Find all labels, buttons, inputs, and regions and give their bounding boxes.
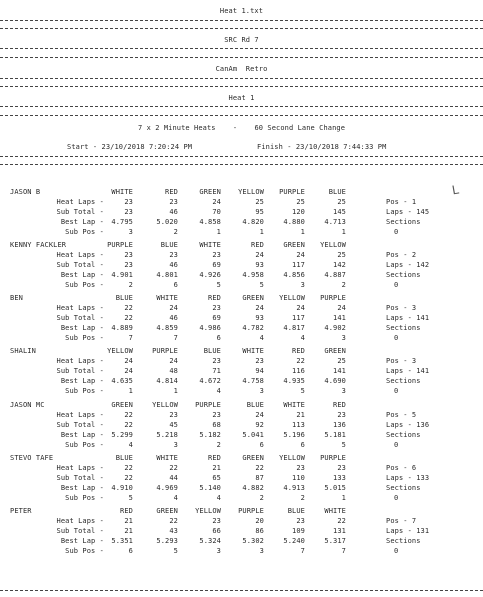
cell-value: 5.302 — [242, 537, 264, 545]
cell-value: 4.935 — [283, 377, 305, 385]
divider — [0, 106, 483, 107]
cell-value: 23 — [124, 208, 133, 216]
cell-value: 5.240 — [283, 537, 305, 545]
cell-value: 23 — [124, 198, 133, 206]
lane-color: BLUE — [328, 188, 346, 196]
driver-name: PETER — [10, 507, 32, 515]
cell-value: 5 — [128, 494, 133, 502]
cell-value: 22 — [169, 517, 178, 525]
cell-value: 5.317 — [324, 537, 346, 545]
lane-color: WHITE — [283, 401, 305, 409]
lane-color: YELLOW — [279, 454, 305, 462]
cell-value: 5 — [259, 281, 264, 289]
lane-color: PURPLE — [238, 507, 264, 515]
cell-value: 22 — [124, 474, 133, 482]
cell-value: 136 — [333, 421, 346, 429]
driver-name: SHALIN — [10, 347, 36, 355]
cell-value: 5.324 — [199, 537, 221, 545]
cell-value: 5.041 — [242, 431, 264, 439]
cell-value: 5.015 — [324, 484, 346, 492]
cell-value: 44 — [169, 474, 178, 482]
cell-value: 141 — [333, 367, 346, 375]
cell-value: 117 — [292, 261, 305, 269]
lane-color: GREEN — [242, 294, 264, 302]
lane-color: WHITE — [156, 454, 178, 462]
lane-color: GREEN — [111, 401, 133, 409]
row-label: Sub Total - — [56, 367, 104, 375]
sections-label: Sections — [386, 324, 421, 332]
cell-value: 69 — [212, 314, 221, 322]
cell-value: 4.958 — [242, 271, 264, 279]
row-label: Sub Total - — [56, 527, 104, 535]
lane-color: BLUE — [115, 454, 133, 462]
cell-value: 5.140 — [199, 484, 221, 492]
divider — [0, 86, 483, 87]
laps-result: Laps - 131 — [386, 527, 430, 535]
cell-value: 22 — [124, 411, 133, 419]
lane-color: RED — [208, 454, 221, 462]
cell-value: 6 — [216, 334, 221, 342]
cell-value: 43 — [169, 527, 178, 535]
cell-value: 3 — [259, 387, 264, 395]
lane-color: BLUE — [203, 347, 221, 355]
row-label: Sub Total - — [56, 474, 104, 482]
laps-result: Laps - 136 — [386, 421, 430, 429]
position-result: Pos - 1 — [386, 198, 417, 206]
row-label: Sub Total - — [56, 314, 104, 322]
cell-value: 1 — [300, 228, 305, 236]
row-label: Best Lap - — [60, 271, 104, 279]
cell-value: 93 — [255, 261, 264, 269]
lane-color: YELLOW — [152, 401, 178, 409]
row-label: Sub Total - — [56, 208, 104, 216]
cell-value: 24 — [296, 251, 305, 259]
row-label: Heat Laps - — [56, 411, 104, 419]
lane-color: YELLOW — [195, 507, 221, 515]
driver-name: JASON MC — [10, 401, 45, 409]
sections-value: 0 — [394, 547, 399, 555]
cell-value: 25 — [337, 251, 346, 259]
cell-value: 21 — [124, 527, 133, 535]
row-label: Sub Pos - — [65, 387, 104, 395]
row-label: Heat Laps - — [56, 517, 104, 525]
cell-value: 25 — [255, 198, 264, 206]
cell-value: 23 — [296, 464, 305, 472]
driver-name: KENNY FACKLER — [10, 241, 67, 249]
cell-value: 3 — [173, 441, 178, 449]
cell-value: 7 — [128, 334, 133, 342]
row-label: Best Lap - — [60, 218, 104, 226]
cell-value: 48 — [169, 367, 178, 375]
cell-value: 5 — [341, 441, 346, 449]
lane-color: PURPLE — [320, 454, 346, 462]
cell-value: 22 — [169, 464, 178, 472]
row-label: Sub Total - — [56, 261, 104, 269]
cell-value: 4.713 — [324, 218, 346, 226]
cell-value: 2 — [259, 494, 264, 502]
start-time: Start - 23/10/2018 7:20:24 PM — [67, 143, 193, 151]
file-title: Heat 1.txt — [219, 7, 264, 15]
cell-value: 4.902 — [324, 324, 346, 332]
divider — [0, 590, 483, 591]
cell-value: 1 — [128, 387, 133, 395]
row-label: Sub Pos - — [65, 281, 104, 289]
cell-value: 4 — [128, 441, 133, 449]
row-label: Best Lap - — [60, 484, 104, 492]
cell-value: 22 — [124, 314, 133, 322]
driver-name: JASON B — [10, 188, 41, 196]
row-label: Sub Pos - — [65, 228, 104, 236]
cell-value: 23 — [212, 251, 221, 259]
cell-value: 5.299 — [111, 431, 133, 439]
cell-value: 23 — [212, 411, 221, 419]
cell-value: 20 — [255, 517, 264, 525]
cell-value: 86 — [255, 527, 264, 535]
lane-color: WHITE — [199, 241, 221, 249]
cell-value: 116 — [292, 367, 305, 375]
cell-value: 4.635 — [111, 377, 133, 385]
lane-color: YELLOW — [320, 241, 346, 249]
cell-value: 5 — [216, 281, 221, 289]
cell-value: 5.196 — [283, 431, 305, 439]
cell-value: 24 — [255, 304, 264, 312]
cell-value: 4.926 — [199, 271, 221, 279]
position-result: Pos - 7 — [386, 517, 417, 525]
cell-value: 23 — [169, 411, 178, 419]
cell-value: 70 — [212, 208, 221, 216]
row-label: Best Lap - — [60, 324, 104, 332]
divider — [0, 78, 483, 79]
cell-value: 4.887 — [324, 271, 346, 279]
cell-value: 94 — [255, 367, 264, 375]
cell-value: 23 — [337, 464, 346, 472]
lane-color: GREEN — [156, 507, 178, 515]
cell-value: 24 — [255, 411, 264, 419]
cell-value: 4.820 — [242, 218, 264, 226]
cell-value: 23 — [124, 261, 133, 269]
cell-value: 4.690 — [324, 377, 346, 385]
cell-value: 95 — [255, 208, 264, 216]
divider — [0, 164, 483, 165]
lane-color: PURPLE — [152, 347, 178, 355]
cell-value: 3 — [341, 334, 346, 342]
cell-value: 21 — [124, 517, 133, 525]
cell-value: 23 — [212, 517, 221, 525]
sections-label: Sections — [386, 218, 421, 226]
cell-value: 6 — [259, 441, 264, 449]
cell-value: 24 — [169, 357, 178, 365]
position-result: Pos - 6 — [386, 464, 417, 472]
lane-color: GREEN — [199, 188, 221, 196]
cell-value: 5 — [173, 547, 178, 555]
row-label: Heat Laps - — [56, 251, 104, 259]
cell-value: 4.901 — [111, 271, 133, 279]
lane-color: YELLOW — [279, 294, 305, 302]
cell-value: 46 — [169, 208, 178, 216]
cell-value: 23 — [169, 251, 178, 259]
row-label: Best Lap - — [60, 537, 104, 545]
cell-value: 5.218 — [156, 431, 178, 439]
cell-value: 23 — [169, 198, 178, 206]
sections-label: Sections — [386, 377, 421, 385]
cell-value: 2 — [216, 441, 221, 449]
sections-value: 0 — [394, 387, 399, 395]
laps-result: Laps - 133 — [386, 474, 430, 482]
cell-value: 4 — [216, 494, 221, 502]
cell-value: 4 — [216, 387, 221, 395]
cell-value: 4.880 — [283, 218, 305, 226]
lane-color: YELLOW — [238, 188, 264, 196]
divider — [0, 115, 483, 116]
cell-value: 1 — [259, 228, 264, 236]
cell-value: 92 — [255, 421, 264, 429]
cell-value: 87 — [255, 474, 264, 482]
lane-color: RED — [333, 401, 346, 409]
cell-value: 23 — [296, 517, 305, 525]
lane-color: BLUE — [160, 241, 178, 249]
cell-value: 22 — [124, 304, 133, 312]
laps-result: Laps - 142 — [386, 261, 430, 269]
lane-color: WHITE — [324, 507, 346, 515]
row-label: Sub Pos - — [65, 441, 104, 449]
venue-title: SRC Rd 7 — [224, 36, 259, 44]
lane-color: RED — [208, 294, 221, 302]
cell-value: 24 — [255, 251, 264, 259]
divider — [0, 156, 483, 157]
cell-value: 4.986 — [199, 324, 221, 332]
cell-value: 3 — [341, 387, 346, 395]
lane-color: BLUE — [115, 294, 133, 302]
cell-value: 24 — [337, 304, 346, 312]
cell-value: 133 — [333, 474, 346, 482]
cell-value: 24 — [296, 304, 305, 312]
sections-value: 0 — [394, 228, 399, 236]
cell-value: 69 — [212, 261, 221, 269]
lane-color: BLUE — [246, 401, 264, 409]
driver-name: BEN — [10, 294, 23, 302]
cell-value: 25 — [296, 198, 305, 206]
cell-value: 22 — [255, 464, 264, 472]
cell-value: 4.817 — [283, 324, 305, 332]
cell-value: 25 — [337, 198, 346, 206]
lane-color: GREEN — [324, 347, 346, 355]
lane-color: RED — [251, 241, 264, 249]
cell-value: 4.782 — [242, 324, 264, 332]
lane-color: PURPLE — [107, 241, 133, 249]
row-label: Sub Total - — [56, 421, 104, 429]
cell-value: 22 — [337, 517, 346, 525]
divider — [0, 57, 483, 58]
row-label: Sub Pos - — [65, 494, 104, 502]
lane-color: WHITE — [156, 294, 178, 302]
cell-value: 4.913 — [283, 484, 305, 492]
lane-color: RED — [120, 507, 133, 515]
sections-label: Sections — [386, 271, 421, 279]
lane-color: PURPLE — [320, 294, 346, 302]
lane-color: YELLOW — [107, 347, 133, 355]
cell-value: 23 — [255, 357, 264, 365]
cell-value: 4.889 — [111, 324, 133, 332]
cell-value: 21 — [212, 464, 221, 472]
divider — [0, 20, 483, 21]
cell-value: 6 — [300, 441, 305, 449]
cell-value: 25 — [337, 357, 346, 365]
cell-value: 5.182 — [199, 431, 221, 439]
cell-value: 4 — [259, 334, 264, 342]
row-label: Best Lap - — [60, 377, 104, 385]
laps-result: Laps - 141 — [386, 314, 430, 322]
cell-value: 22 — [296, 357, 305, 365]
lane-color: RED — [165, 188, 178, 196]
sections-value: 0 — [394, 494, 399, 502]
cell-value: 7 — [300, 547, 305, 555]
row-label: Heat Laps - — [56, 198, 104, 206]
cell-value: 23 — [212, 304, 221, 312]
cell-value: 68 — [212, 421, 221, 429]
cell-value: 24 — [124, 357, 133, 365]
format-line: 7 x 2 Minute Heats - 60 Second Lane Change — [137, 124, 346, 132]
finish-time: Finish - 23/10/2018 7:44:33 PM — [257, 143, 387, 151]
cell-value: 1 — [173, 387, 178, 395]
lane-color: BLUE — [287, 507, 305, 515]
cell-value: 1 — [216, 228, 221, 236]
cell-value: 109 — [292, 527, 305, 535]
cell-value: 93 — [255, 314, 264, 322]
cell-value: 2 — [128, 281, 133, 289]
row-label: Best Lap - — [60, 431, 104, 439]
cell-value: 24 — [169, 304, 178, 312]
cell-value: 66 — [212, 527, 221, 535]
cell-value: 46 — [169, 314, 178, 322]
cell-value: 4.795 — [111, 218, 133, 226]
cell-value: 7 — [341, 547, 346, 555]
cell-value: 5.293 — [156, 537, 178, 545]
sections-label: Sections — [386, 537, 421, 545]
lane-color: GREEN — [283, 241, 305, 249]
cell-value: 5 — [300, 387, 305, 395]
cell-value: 4 — [173, 494, 178, 502]
cell-value: 4.758 — [242, 377, 264, 385]
heat-title: Heat 1 — [228, 94, 255, 102]
cell-value: 5.181 — [324, 431, 346, 439]
cell-value: 4.858 — [199, 218, 221, 226]
cell-value: 5.020 — [156, 218, 178, 226]
row-label: Heat Laps - — [56, 357, 104, 365]
cell-value: 4.672 — [199, 377, 221, 385]
sections-value: 0 — [394, 334, 399, 342]
cell-value: 65 — [212, 474, 221, 482]
cell-value: 2 — [341, 281, 346, 289]
sections-label: Sections — [386, 484, 421, 492]
lane-color: WHITE — [242, 347, 264, 355]
cell-value: 1 — [341, 228, 346, 236]
position-result: Pos - 3 — [386, 304, 417, 312]
lane-color: WHITE — [111, 188, 133, 196]
cell-value: 113 — [292, 421, 305, 429]
cell-value: 117 — [292, 314, 305, 322]
cell-value: 24 — [212, 198, 221, 206]
handwritten-mark: L — [450, 182, 460, 198]
cell-value: 23 — [124, 251, 133, 259]
divider — [0, 48, 483, 49]
cell-value: 7 — [173, 334, 178, 342]
cell-value: 4.856 — [283, 271, 305, 279]
class-title: CanAm Retro — [215, 65, 268, 73]
cell-value: 4.859 — [156, 324, 178, 332]
cell-value: 141 — [333, 314, 346, 322]
cell-value: 6 — [128, 547, 133, 555]
lane-color: RED — [292, 347, 305, 355]
sections-value: 0 — [394, 281, 399, 289]
cell-value: 3 — [128, 228, 133, 236]
cell-value: 22 — [124, 464, 133, 472]
lane-color: PURPLE — [195, 401, 221, 409]
cell-value: 21 — [296, 411, 305, 419]
cell-value: 6 — [173, 281, 178, 289]
laps-result: Laps - 141 — [386, 367, 430, 375]
lane-color: PURPLE — [279, 188, 305, 196]
cell-value: 1 — [341, 494, 346, 502]
driver-name: STEVO TAFE — [10, 454, 54, 462]
row-label: Sub Pos - — [65, 334, 104, 342]
cell-value: 4.801 — [156, 271, 178, 279]
cell-value: 4.814 — [156, 377, 178, 385]
cell-value: 24 — [124, 367, 133, 375]
cell-value: 22 — [124, 421, 133, 429]
cell-value: 45 — [169, 421, 178, 429]
lane-color: GREEN — [242, 454, 264, 462]
cell-value: 3 — [300, 281, 305, 289]
sections-value: 0 — [394, 441, 399, 449]
position-result: Pos - 3 — [386, 357, 417, 365]
cell-value: 4 — [300, 334, 305, 342]
divider — [0, 28, 483, 29]
cell-value: 23 — [337, 411, 346, 419]
cell-value: 2 — [173, 228, 178, 236]
cell-value: 5.351 — [111, 537, 133, 545]
cell-value: 110 — [292, 474, 305, 482]
cell-value: 142 — [333, 261, 346, 269]
cell-value: 46 — [169, 261, 178, 269]
cell-value: 131 — [333, 527, 346, 535]
cell-value: 71 — [212, 367, 221, 375]
cell-value: 2 — [300, 494, 305, 502]
row-label: Heat Laps - — [56, 464, 104, 472]
cell-value: 3 — [216, 547, 221, 555]
row-label: Sub Pos - — [65, 547, 104, 555]
cell-value: 145 — [333, 208, 346, 216]
cell-value: 4.910 — [111, 484, 133, 492]
position-result: Pos - 2 — [386, 251, 417, 259]
laps-result: Laps - 145 — [386, 208, 430, 216]
row-label: Heat Laps - — [56, 304, 104, 312]
sections-label: Sections — [386, 431, 421, 439]
cell-value: 120 — [292, 208, 305, 216]
position-result: Pos - 5 — [386, 411, 417, 419]
cell-value: 4.882 — [242, 484, 264, 492]
cell-value: 3 — [259, 547, 264, 555]
cell-value: 23 — [212, 357, 221, 365]
cell-value: 4.969 — [156, 484, 178, 492]
